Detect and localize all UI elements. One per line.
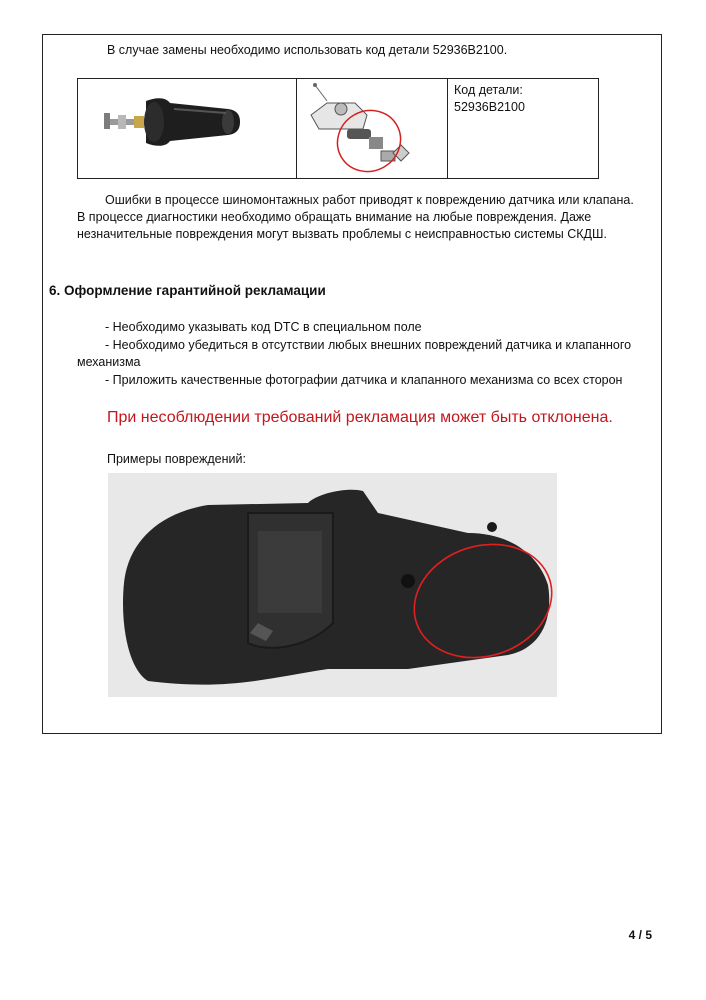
part-code-value: 52936B2100 [454, 100, 525, 114]
sensor-diagram-image [297, 79, 447, 173]
section-heading: 6. Оформление гарантийной рекламации [49, 283, 326, 298]
list-item: - Необходимо указывать код DTC в специальном поле [105, 320, 422, 334]
examples-label: Примеры повреждений: [107, 452, 246, 466]
page-number: 4 / 5 [628, 928, 652, 942]
damaged-sensor-photo [108, 473, 557, 697]
page-frame [42, 34, 662, 734]
warning-paragraph: Ошибки в процессе шиномонтажных работ приводят к повреждению датчика или клапана. В процессе диагностики необходимо обращать внимание на любые повреждения. Даже незначительные повреждения могут вызвать проблемы с неисправностью системы СКДШ. [77, 193, 634, 241]
intro-text: В случае замены необходимо использовать код детали 52936B2100. [107, 43, 508, 57]
list-item: - Приложить качественные фотографии датчика и клапанного механизма со всех сторон [105, 372, 623, 387]
requirements-list [77, 319, 661, 389]
parts-table [77, 78, 599, 179]
list-item: - Необходимо убедиться в отсутствии любых внешних повреждений датчика и клапанного механизма [77, 337, 632, 369]
part-code-label: Код детали: [454, 83, 523, 97]
valve-stem-image [78, 79, 294, 173]
rejection-warning: При несоблюдении требований рекламация может быть отклонена. [107, 409, 613, 426]
part-code-cell [448, 79, 599, 179]
diagram-cell [297, 79, 448, 179]
valve-photo-cell [78, 79, 297, 179]
